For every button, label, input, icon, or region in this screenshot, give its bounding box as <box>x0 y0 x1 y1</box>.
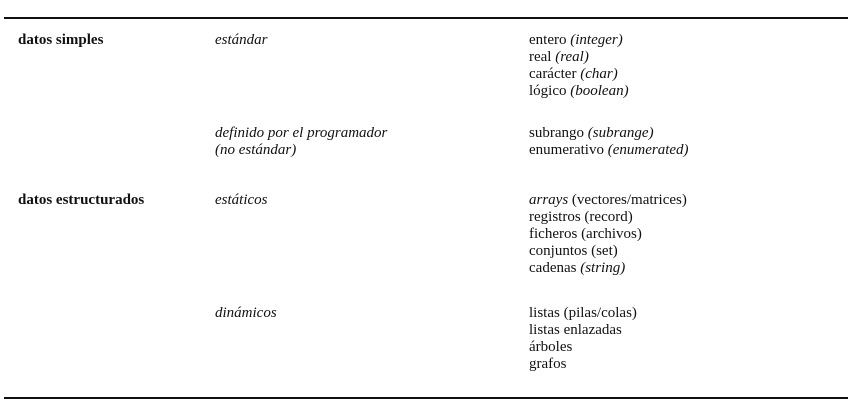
type-item <box>529 305 637 322</box>
type-alt: (string) <box>580 260 626 276</box>
top-rule <box>4 17 848 19</box>
type-name: cadenas <box>529 260 581 276</box>
type-name: carácter <box>529 66 581 82</box>
type-name: ficheros <box>529 226 582 242</box>
type-alt: (vectores/matrices) <box>568 192 687 208</box>
type-item <box>529 66 629 83</box>
type-name: grafos <box>529 356 567 372</box>
type-item <box>529 49 629 66</box>
type-name: subrango <box>529 125 588 141</box>
type-name: listas enlazadas <box>529 322 622 338</box>
type-item <box>529 243 687 260</box>
type-item <box>529 83 629 100</box>
type-item <box>529 125 689 142</box>
type-item <box>529 142 689 159</box>
type-alt: (record) <box>584 209 633 225</box>
type-item <box>529 192 687 209</box>
type-item <box>529 32 629 49</box>
type-item <box>529 322 637 339</box>
subgroup-label-line: (no estándar) <box>215 142 297 158</box>
type-alt: (char) <box>580 66 618 82</box>
type-name: lógico <box>529 83 571 99</box>
category-label-structured: datos estructurados <box>18 192 145 208</box>
type-list-static <box>529 192 687 277</box>
type-alt: (archivos) <box>581 226 642 242</box>
type-alt: (boolean) <box>570 83 629 99</box>
type-name: entero <box>529 32 571 48</box>
subgroup-label-line: estándar <box>215 32 268 48</box>
type-list-dynamic <box>529 305 637 373</box>
type-alt: (set) <box>591 243 618 259</box>
type-alt: (real) <box>555 49 589 65</box>
subgroup-label-user-defined <box>215 125 387 159</box>
type-list-user-defined <box>529 125 689 159</box>
bottom-rule <box>4 397 848 399</box>
type-alt: (subrange) <box>587 125 654 141</box>
type-name: enumerativo <box>529 142 608 158</box>
type-alt: (pilas/colas) <box>563 305 637 321</box>
type-alt: (enumerated) <box>607 142 689 158</box>
type-name: conjuntos <box>529 243 592 259</box>
type-name: real <box>529 49 556 65</box>
type-item <box>529 260 687 277</box>
type-name: listas <box>529 305 564 321</box>
subgroup-label-line: dinámicos <box>215 305 277 321</box>
type-name: registros <box>529 209 585 225</box>
subgroup-label-line: estáticos <box>215 192 268 208</box>
type-list-standard <box>529 32 629 100</box>
category-label-simple: datos simples <box>18 32 104 48</box>
subgroup-label-line: definido por el programador <box>215 125 388 141</box>
type-name: árboles <box>529 339 573 355</box>
type-item <box>529 356 637 373</box>
type-item <box>529 226 687 243</box>
type-item <box>529 339 637 356</box>
type-name: arrays <box>529 192 569 208</box>
subgroup-label-static <box>215 192 268 209</box>
subgroup-label-dynamic <box>215 305 277 322</box>
type-alt: (integer) <box>570 32 623 48</box>
type-item <box>529 209 687 226</box>
subgroup-label-standard <box>215 32 268 49</box>
